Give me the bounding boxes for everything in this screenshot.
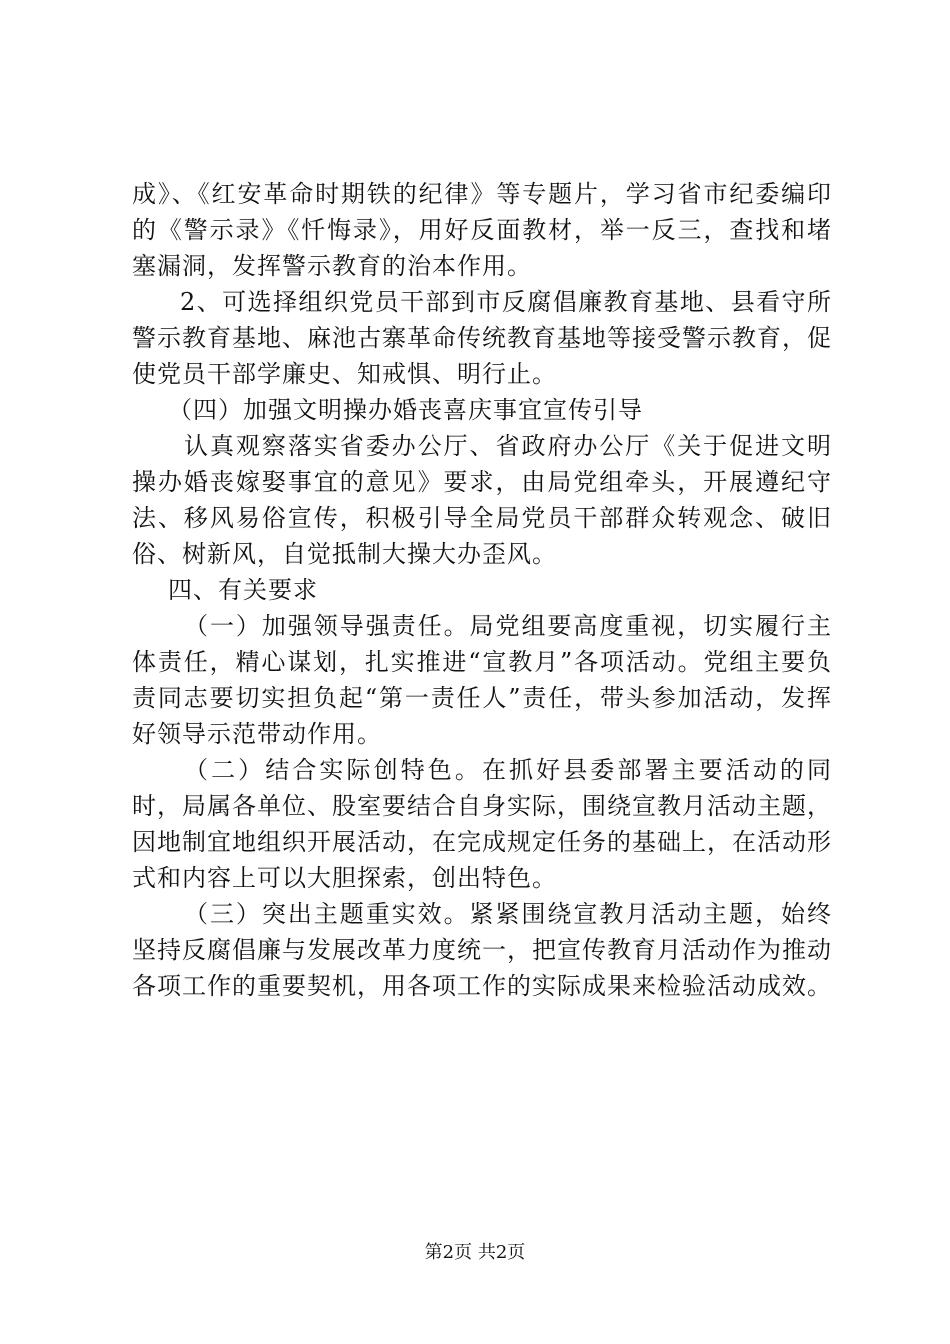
paragraph-section-4-body: 认真观察落实省委办公厅、省政府办公厅《关于促进文明操办婚丧嫁娶事宜的意见》要求，由局党组牵头，开展遵纪守法、移风易俗宣传，积极引导全局党员干部群众转观念、破旧俗、树新风，自觉抵制大操大办歪风。 bbox=[132, 432, 832, 568]
paragraph-requirement-3: （三）突出主题重实效。紧紧围绕宣教月活动主题，始终坚持反腐倡廉与发展改革力度统一，把宣传教育月活动作为推动各项工作的重要契机，用各项工作的实际成果来检验活动成效。 bbox=[132, 900, 832, 1000]
paragraph-requirement-2: （二）结合实际创特色。在抓好县委部署主要活动的同时，局属各单位、股室要结合自身实际，围绕宣教月活动主题，因地制宜地组织开展活动，在完成规定任务的基础上，在活动形式和内容上可以大胆探索，创出特色。 bbox=[132, 756, 832, 892]
section-heading-requirements: 四、有关要求 bbox=[168, 576, 318, 604]
page-number-footer: 第2页 共2页 bbox=[424, 1242, 526, 1263]
paragraph-continuation: 成》、《红安革命时期铁的纪律》等专题片，学习省市纪委编印的《警示录》《忏悔录》，用好反面教材，举一反三，查找和堵塞漏洞，发挥警示教育的治本作用。 bbox=[132, 180, 832, 280]
document-body bbox=[132, 176, 832, 1004]
paragraph-requirement-1: （一）加强领导强责任。局党组要高度重视，切实履行主体责任，精心谋划，扎实推进“宣教月”各项活动。党组主要负责同志要切实担负起“第一责任人”责任，带头参加活动，发挥好领导示范带动作用。 bbox=[132, 612, 832, 748]
section-heading-4: （四）加强文明操办婚丧喜庆事宜宣传引导 bbox=[168, 396, 643, 424]
paragraph-item-2: 2、可选择组织党员干部到市反腐倡廉教育基地、县看守所警示教育基地、麻池古寨革命传统教育基地等接受警示教育，促使党员干部学廉史、知戒惧、明行止。 bbox=[132, 288, 832, 388]
